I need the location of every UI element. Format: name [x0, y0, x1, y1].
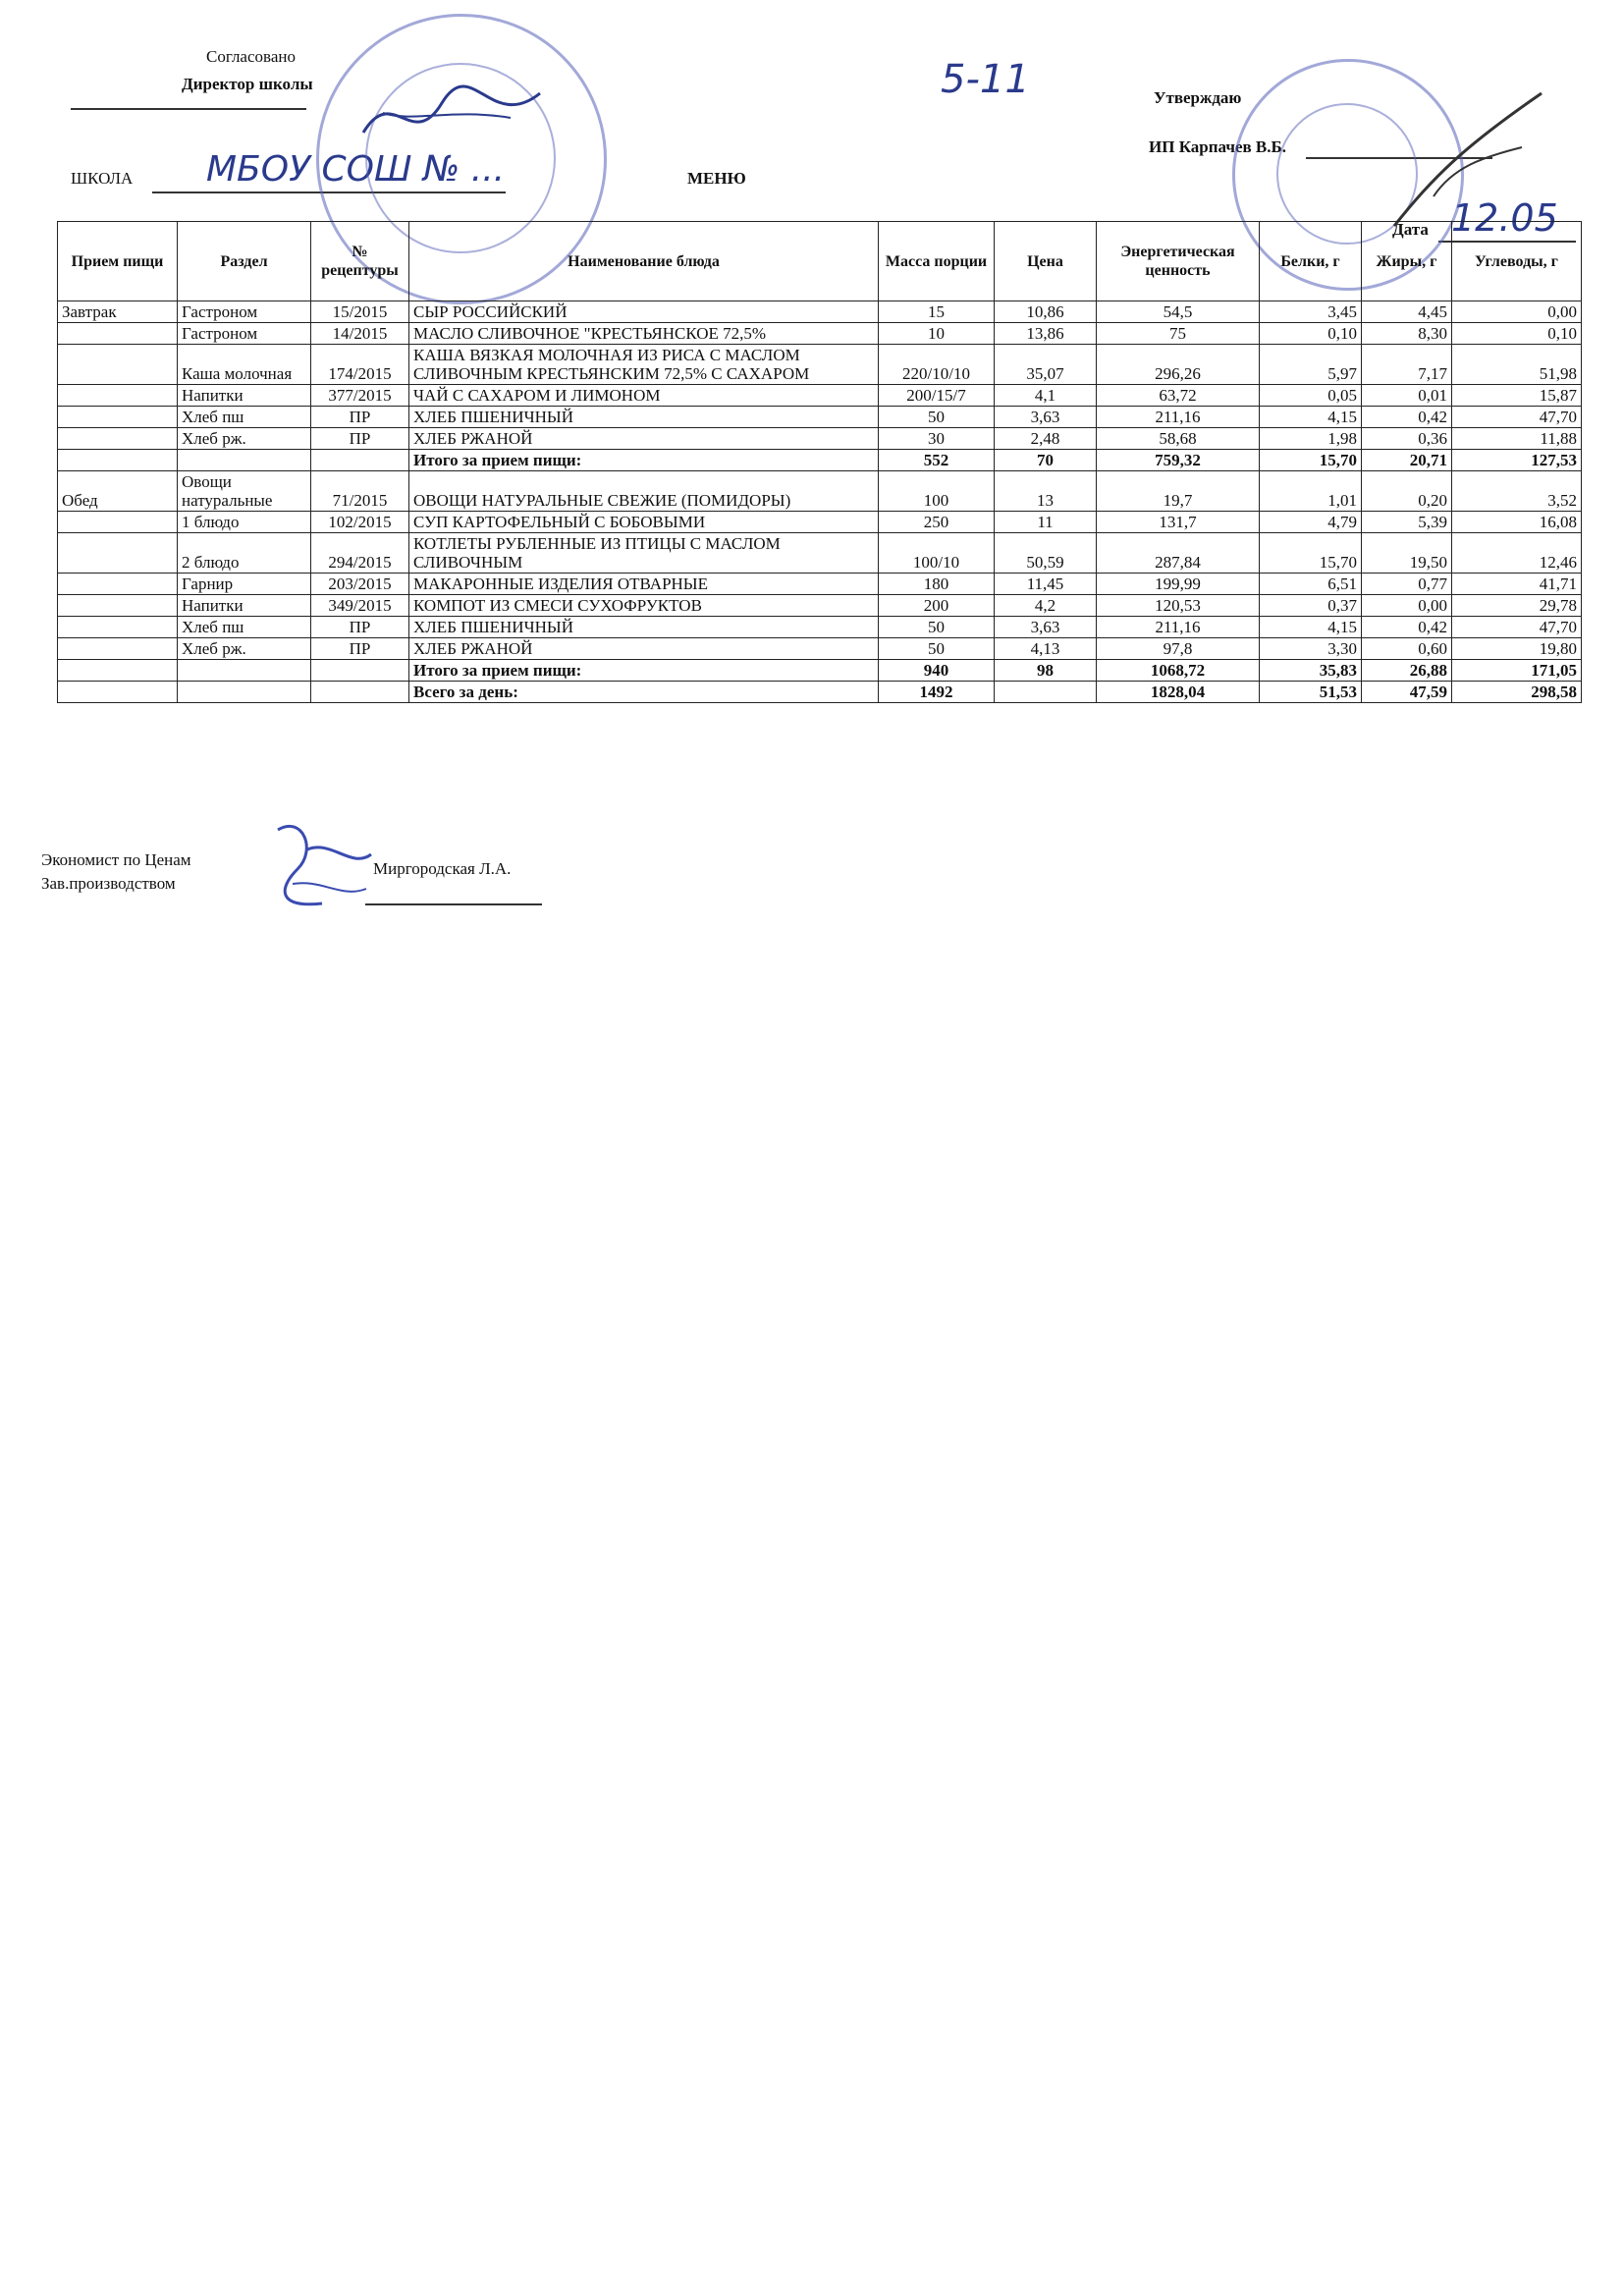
table-header-row	[58, 222, 1582, 301]
cell-fat: 0,00	[1362, 595, 1452, 617]
grade-note: 5-11	[941, 57, 1030, 102]
cell-carbs: 47,70	[1452, 407, 1582, 428]
director-label: Директор школы	[182, 75, 313, 93]
cell-mass: 552	[879, 450, 995, 471]
school-label: ШКОЛА	[71, 169, 134, 188]
approve-label: Утверждаю	[1154, 88, 1242, 107]
cell-protein: 4,15	[1260, 617, 1362, 638]
cell-protein: 6,51	[1260, 574, 1362, 595]
cell-energy: 211,16	[1097, 617, 1260, 638]
table-row	[58, 385, 1582, 407]
col-energy: Энергетическая ценность	[1097, 222, 1260, 301]
date-label: Дата	[1392, 220, 1429, 239]
cell-meal	[58, 660, 178, 682]
cell-carbs: 41,71	[1452, 574, 1582, 595]
cell-protein: 51,53	[1260, 682, 1362, 703]
cell-energy: 63,72	[1097, 385, 1260, 407]
cell-price: 4,1	[995, 385, 1097, 407]
cell-fat: 26,88	[1362, 660, 1452, 682]
table-row	[58, 301, 1582, 323]
cell-price: 35,07	[995, 345, 1097, 385]
cell-mass: 940	[879, 660, 995, 682]
cell-protein: 15,70	[1260, 450, 1362, 471]
cell-dish-name: ОВОЩИ НАТУРАЛЬНЫЕ СВЕЖИЕ (ПОМИДОРЫ)	[409, 471, 879, 512]
cell-meal	[58, 450, 178, 471]
cell-fat: 0,60	[1362, 638, 1452, 660]
cell-energy: 54,5	[1097, 301, 1260, 323]
cell-fat: 5,39	[1362, 512, 1452, 533]
cell-section: Каша молочная	[178, 345, 311, 385]
cell-energy: 287,84	[1097, 533, 1260, 574]
cell-recipe: 294/2015	[311, 533, 409, 574]
cell-price: 70	[995, 450, 1097, 471]
cell-price: 2,48	[995, 428, 1097, 450]
cell-section: Овощи натуральные	[178, 471, 311, 512]
cell-mass: 30	[879, 428, 995, 450]
cell-carbs: 171,05	[1452, 660, 1582, 682]
cell-carbs: 15,87	[1452, 385, 1582, 407]
cell-meal	[58, 323, 178, 345]
cell-recipe: ПР	[311, 407, 409, 428]
menu-table-body	[58, 301, 1582, 703]
table-row	[58, 428, 1582, 450]
cell-meal	[58, 512, 178, 533]
cell-protein: 35,83	[1260, 660, 1362, 682]
cell-recipe: 203/2015	[311, 574, 409, 595]
cell-mass: 15	[879, 301, 995, 323]
cell-meal	[58, 595, 178, 617]
cell-meal	[58, 428, 178, 450]
cell-energy: 19,7	[1097, 471, 1260, 512]
cell-energy: 211,16	[1097, 407, 1260, 428]
cell-protein: 5,97	[1260, 345, 1362, 385]
production-label: Зав.производством	[41, 874, 176, 893]
cell-recipe: 71/2015	[311, 471, 409, 512]
cell-protein: 15,70	[1260, 533, 1362, 574]
cell-fat: 0,36	[1362, 428, 1452, 450]
cell-dish-name: МАКАРОННЫЕ ИЗДЕЛИЯ ОТВАРНЫЕ	[409, 574, 879, 595]
table-row	[58, 512, 1582, 533]
col-meal: Прием пищи	[58, 222, 178, 301]
cell-price: 11	[995, 512, 1097, 533]
cell-section: 1 блюдо	[178, 512, 311, 533]
cell-carbs: 51,98	[1452, 345, 1582, 385]
cell-protein: 0,10	[1260, 323, 1362, 345]
cell-dish-name: СУП КАРТОФЕЛЬНЫЙ С БОБОВЫМИ	[409, 512, 879, 533]
production-signature-line	[365, 903, 542, 905]
cell-section: Хлеб рж.	[178, 638, 311, 660]
table-row	[58, 533, 1582, 574]
cell-mass: 180	[879, 574, 995, 595]
cell-section: Напитки	[178, 595, 311, 617]
table-row	[58, 574, 1582, 595]
cell-meal	[58, 533, 178, 574]
cell-protein: 1,01	[1260, 471, 1362, 512]
cell-price: 3,63	[995, 617, 1097, 638]
cell-mass: 10	[879, 323, 995, 345]
menu-table	[57, 221, 1582, 703]
cell-meal	[58, 385, 178, 407]
table-row	[58, 345, 1582, 385]
total-row	[58, 682, 1582, 703]
cell-mass: 50	[879, 407, 995, 428]
cell-protein: 3,30	[1260, 638, 1362, 660]
cell-recipe: 102/2015	[311, 512, 409, 533]
director-signature-line	[71, 108, 306, 110]
cell-carbs: 29,78	[1452, 595, 1582, 617]
cell-dish-name: КАША ВЯЗКАЯ МОЛОЧНАЯ ИЗ РИСА С МАСЛОМ СЛИВОЧНЫМ КРЕСТЬЯНСКИМ 72,5% С САХАРОМ	[409, 345, 879, 385]
cell-carbs: 0,10	[1452, 323, 1582, 345]
cell-fat: 0,01	[1362, 385, 1452, 407]
cell-price: 13,86	[995, 323, 1097, 345]
cell-section: Хлеб пш	[178, 617, 311, 638]
col-mass: Масса порции	[879, 222, 995, 301]
cell-section: Напитки	[178, 385, 311, 407]
table-row	[58, 638, 1582, 660]
production-name: Миргородская Л.А.	[373, 859, 512, 878]
cell-price: 4,2	[995, 595, 1097, 617]
col-recipe: № рецептуры	[311, 222, 409, 301]
cell-meal	[58, 407, 178, 428]
col-dish-name: Наименование блюда	[409, 222, 879, 301]
col-price: Цена	[995, 222, 1097, 301]
cell-protein: 0,05	[1260, 385, 1362, 407]
cell-dish-name: ХЛЕБ ПШЕНИЧНЫЙ	[409, 617, 879, 638]
cell-carbs: 12,46	[1452, 533, 1582, 574]
cell-recipe: 377/2015	[311, 385, 409, 407]
cell-recipe: ПР	[311, 617, 409, 638]
cell-mass: 250	[879, 512, 995, 533]
cell-dish-name: ЧАЙ С САХАРОМ И ЛИМОНОМ	[409, 385, 879, 407]
director-signature	[353, 74, 550, 162]
cell-carbs: 0,00	[1452, 301, 1582, 323]
cell-fat: 7,17	[1362, 345, 1452, 385]
cell-mass: 50	[879, 617, 995, 638]
cell-section: 2 блюдо	[178, 533, 311, 574]
cell-carbs: 16,08	[1452, 512, 1582, 533]
cell-protein: 4,15	[1260, 407, 1362, 428]
cell-recipe: 174/2015	[311, 345, 409, 385]
cell-mass: 100	[879, 471, 995, 512]
cell-section: Хлеб рж.	[178, 428, 311, 450]
col-section: Раздел	[178, 222, 311, 301]
total-row	[58, 660, 1582, 682]
cell-energy: 97,8	[1097, 638, 1260, 660]
cell-energy: 1068,72	[1097, 660, 1260, 682]
cell-protein: 4,79	[1260, 512, 1362, 533]
cell-price: 4,13	[995, 638, 1097, 660]
cell-price	[995, 682, 1097, 703]
cell-mass: 100/10	[879, 533, 995, 574]
cell-fat: 20,71	[1362, 450, 1452, 471]
cell-price: 10,86	[995, 301, 1097, 323]
cell-dish-name: КОМПОТ ИЗ СМЕСИ СУХОФРУКТОВ	[409, 595, 879, 617]
cell-fat: 0,42	[1362, 407, 1452, 428]
cell-fat: 0,42	[1362, 617, 1452, 638]
cell-meal	[58, 638, 178, 660]
cell-dish-name: СЫР РОССИЙСКИЙ	[409, 301, 879, 323]
col-fat: Жиры, г	[1362, 222, 1452, 301]
cell-section: Гастроном	[178, 301, 311, 323]
cell-fat: 19,50	[1362, 533, 1452, 574]
cell-dish-name: ХЛЕБ ПШЕНИЧНЫЙ	[409, 407, 879, 428]
cell-section: Гарнир	[178, 574, 311, 595]
table-row	[58, 617, 1582, 638]
cell-fat: 4,45	[1362, 301, 1452, 323]
cell-dish-name: МАСЛО СЛИВОЧНОЕ "КРЕСТЬЯНСКОЕ 72,5%	[409, 323, 879, 345]
cell-mass: 200	[879, 595, 995, 617]
table-row	[58, 471, 1582, 512]
cell-mass: 50	[879, 638, 995, 660]
cell-fat: 8,30	[1362, 323, 1452, 345]
cell-section	[178, 682, 311, 703]
cell-meal	[58, 345, 178, 385]
cell-section: Хлеб пш	[178, 407, 311, 428]
cell-recipe	[311, 660, 409, 682]
cell-energy: 75	[1097, 323, 1260, 345]
cell-mass: 200/15/7	[879, 385, 995, 407]
table-row	[58, 407, 1582, 428]
cell-recipe: ПР	[311, 638, 409, 660]
cell-section	[178, 450, 311, 471]
col-protein: Белки, г	[1260, 222, 1362, 301]
cell-dish-name: Итого за прием пищи:	[409, 660, 879, 682]
cell-energy: 759,32	[1097, 450, 1260, 471]
cell-fat: 47,59	[1362, 682, 1452, 703]
cell-energy: 199,99	[1097, 574, 1260, 595]
cell-carbs: 19,80	[1452, 638, 1582, 660]
cell-recipe	[311, 450, 409, 471]
col-carbs: Углеводы, г	[1452, 222, 1582, 301]
cell-recipe: 14/2015	[311, 323, 409, 345]
table-row	[58, 323, 1582, 345]
cell-carbs: 127,53	[1452, 450, 1582, 471]
cell-dish-name: КОТЛЕТЫ РУБЛЕННЫЕ ИЗ ПТИЦЫ С МАСЛОМ СЛИВОЧНЫМ	[409, 533, 879, 574]
cell-protein: 1,98	[1260, 428, 1362, 450]
cell-fat: 0,77	[1362, 574, 1452, 595]
cell-meal	[58, 682, 178, 703]
cell-section: Гастроном	[178, 323, 311, 345]
cell-recipe: ПР	[311, 428, 409, 450]
cell-carbs: 298,58	[1452, 682, 1582, 703]
cell-carbs: 11,88	[1452, 428, 1582, 450]
cell-protein: 3,45	[1260, 301, 1362, 323]
cell-recipe	[311, 682, 409, 703]
cell-price: 50,59	[995, 533, 1097, 574]
cell-meal: Обед	[58, 471, 178, 512]
cell-mass: 220/10/10	[879, 345, 995, 385]
date-value: 12.05	[1451, 196, 1558, 240]
cell-mass: 1492	[879, 682, 995, 703]
cell-carbs: 3,52	[1452, 471, 1582, 512]
cell-energy: 1828,04	[1097, 682, 1260, 703]
cell-recipe: 349/2015	[311, 595, 409, 617]
cell-recipe: 15/2015	[311, 301, 409, 323]
cell-dish-name: Итого за прием пищи:	[409, 450, 879, 471]
cell-energy: 58,68	[1097, 428, 1260, 450]
agreed-label: Согласовано	[206, 47, 296, 66]
cell-fat: 0,20	[1362, 471, 1452, 512]
cell-dish-name: Всего за день:	[409, 682, 879, 703]
approver-name: ИП Карпачев В.Б.	[1149, 137, 1287, 156]
total-row	[58, 450, 1582, 471]
cell-meal	[58, 574, 178, 595]
cell-price: 13	[995, 471, 1097, 512]
cell-price: 3,63	[995, 407, 1097, 428]
cell-meal: Завтрак	[58, 301, 178, 323]
cell-energy: 120,53	[1097, 595, 1260, 617]
cell-carbs: 47,70	[1452, 617, 1582, 638]
cell-price: 11,45	[995, 574, 1097, 595]
cell-dish-name: ХЛЕБ РЖАНОЙ	[409, 428, 879, 450]
cell-meal	[58, 617, 178, 638]
cell-energy: 296,26	[1097, 345, 1260, 385]
economist-label: Экономист по Ценам	[41, 850, 191, 869]
production-signature	[263, 810, 381, 918]
school-value: МБОУ СОШ № ...	[206, 149, 506, 190]
menu-label: МЕНЮ	[687, 169, 746, 188]
cell-price: 98	[995, 660, 1097, 682]
cell-section	[178, 660, 311, 682]
table-row	[58, 595, 1582, 617]
cell-energy: 131,7	[1097, 512, 1260, 533]
cell-protein: 0,37	[1260, 595, 1362, 617]
cell-dish-name: ХЛЕБ РЖАНОЙ	[409, 638, 879, 660]
